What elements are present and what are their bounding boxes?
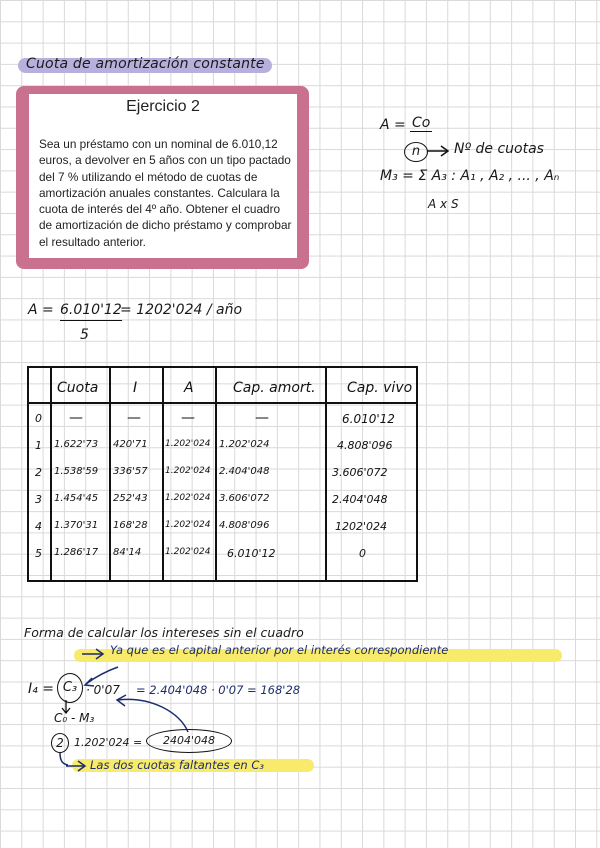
side-a-eq: A = (380, 117, 406, 133)
table-cell-vivo: 0 (359, 547, 366, 560)
amortization-table (27, 366, 418, 582)
bottom-heading: Forma de calcular los intereses sin el cuadro (24, 625, 304, 640)
table-cell-a: — (181, 410, 195, 426)
formula-numerator: 6.010'12 (60, 302, 122, 321)
table-row-num: 4 (35, 520, 42, 533)
table-cell-a: 1.202'024 (165, 547, 211, 557)
table-cell-vivo: 2.404'048 (332, 493, 388, 506)
side-a-num: Co (412, 115, 431, 131)
header-i: I (133, 380, 138, 396)
table-cell-amort: 3.606'072 (219, 493, 270, 504)
table-row-num: 5 (35, 547, 42, 560)
header-cap-amort: Cap. amort. (233, 380, 316, 396)
table-cell-amort: 6.010'12 (227, 547, 276, 560)
table-cell-cuota: 1.454'45 (54, 493, 99, 504)
table-cell-cuota: 1.538'59 (54, 466, 99, 477)
table-row-num: 1 (35, 439, 42, 452)
c3-calc: 1.202'024 = (74, 736, 143, 749)
n-label: Nº de cuotas (454, 141, 544, 157)
table-cell-i: 336'57 (113, 466, 148, 477)
table-cell-cuota: — (69, 410, 83, 426)
i4-lhs: I₄ = (28, 681, 54, 697)
table-cell-amort: 4.808'096 (219, 520, 270, 531)
table-row-num: 2 (35, 466, 42, 479)
times-rate: · 0'07 (86, 683, 120, 697)
table-cell-i: 252'43 (113, 493, 148, 504)
i4-calc: = 2.404'048 · 0'07 = 168'28 (136, 683, 301, 697)
formula-result: = 1202'024 / año (120, 302, 243, 318)
ax-s: A x S (428, 197, 459, 211)
exercise-statement: Sea un préstamo con un nominal de 6.010,12 euros, a devolver en 5 años con un tipo pactado del 7 % utilizando el método de cuotas de amortización anuales constantes. Calculara la cuota de interés del 4º año. Obtener el cuadro de amortización de dicho préstamo y comprobar el resultado anterior. (39, 137, 292, 249)
table-row-num: 0 (35, 412, 42, 425)
c3-value-circle: 2404'048 (146, 729, 232, 753)
header-cap-vivo: Cap. vivo (347, 380, 413, 396)
table-cell-i: — (127, 410, 141, 426)
table-cell-vivo: 1202'024 (335, 520, 388, 533)
note-cuotas-faltantes: Las dos cuotas faltantes en C₃ (90, 758, 264, 772)
header-cuota: Cuota (57, 380, 99, 396)
table-cell-amort: 2.404'048 (219, 466, 270, 477)
c3-circle: C₃ (57, 673, 83, 703)
c0-m3: C₀ - M₃ (54, 711, 95, 725)
table-cell-a: 1.202'024 (165, 520, 211, 530)
header-a: A (184, 380, 194, 396)
exercise-card (29, 94, 297, 258)
note-capital-anterior: Ya que es el capital anterior por el interés correspondiente (110, 643, 449, 657)
table-cell-amort: — (255, 410, 269, 426)
n-arrow-icon (427, 145, 453, 157)
m-formula: M₃ = Σ A₃ : A₁ , A₂ , ... , Aₙ (380, 168, 560, 184)
formula-lhs: A = (28, 302, 54, 318)
formula-denominator: 5 (80, 327, 89, 343)
table-cell-i: 84'14 (113, 547, 142, 558)
page-title: Cuota de amortización constante (26, 56, 265, 72)
table-cell-cuota: 1.286'17 (54, 547, 99, 558)
exercise-heading: Ejercicio 2 (126, 98, 200, 115)
table-cell-i: 420'71 (113, 439, 148, 450)
table-cell-i: 168'28 (113, 520, 148, 531)
table-cell-a: 1.202'024 (165, 466, 211, 476)
table-cell-vivo: 4.808'096 (337, 439, 393, 452)
two-circle: 2 (51, 733, 69, 753)
table-row-num: 3 (35, 493, 42, 506)
table-cell-a: 1.202'024 (165, 493, 211, 503)
table-cell-a: 1.202'024 (165, 439, 211, 449)
table-cell-cuota: 1.622'73 (54, 439, 99, 450)
n-circle: n (404, 142, 428, 162)
table-cell-vivo: 6.010'12 (342, 412, 395, 426)
table-cell-cuota: 1.370'31 (54, 520, 99, 531)
arrow-right-icon (64, 758, 90, 774)
table-cell-amort: 1.202'024 (219, 439, 270, 450)
table-cell-vivo: 3.606'072 (332, 466, 388, 479)
